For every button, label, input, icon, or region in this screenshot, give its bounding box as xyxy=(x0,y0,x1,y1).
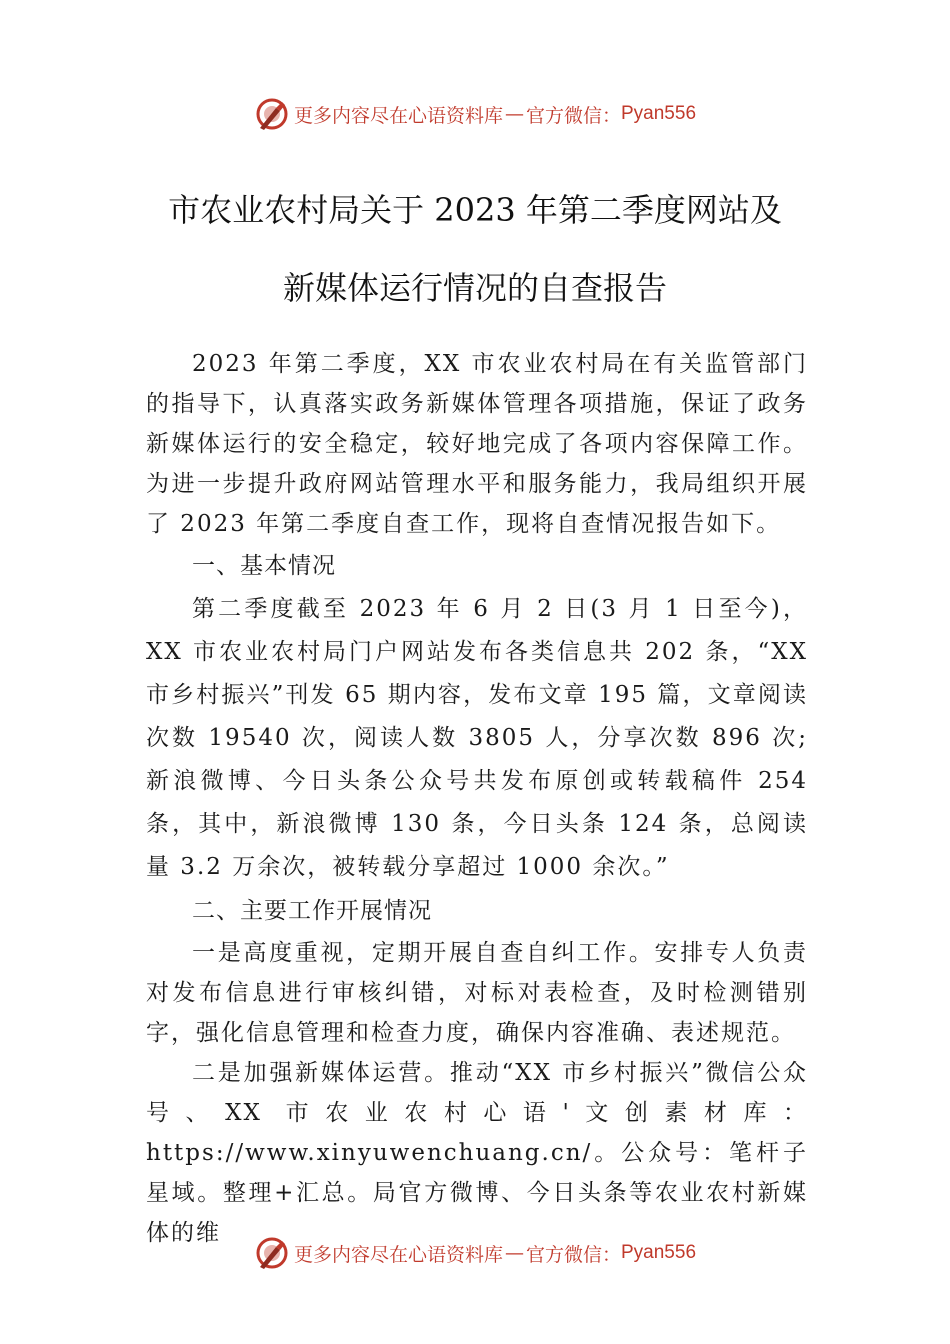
header-watermark xyxy=(0,94,950,134)
section1-paragraph: 第二季度截至 2023 年 6 月 2 日(3 月 1 日至今)，XX 市农业农村局门户网站发布各类信息共 202 条，“XX 市乡村振兴”刊发 65 期内容，发布文章 195 篇，文章阅读次数 19540 次，阅读人数 3805 人，分享次数 896 次;新浪微博、今日头条公众号共发布原创或转载稿件 254 条，其中，新浪微博 130 条，今日头条 124 条，总阅读量 3.2 万余次，被转载分享超过 1000 余次。” xyxy=(146,596,808,880)
pen-logo-icon xyxy=(254,1235,290,1271)
section2-paragraph-1: 一是高度重视，定期开展自查自纠工作。安排专人负责对发布信息进行审核纠错，对标对表检查，及时检测错别字，强化信息管理和检查力度，确保内容准确、表述规范。 xyxy=(146,940,808,1046)
pen-logo-icon xyxy=(254,96,290,132)
watermark-label: 官方微信： xyxy=(525,104,621,127)
watermark-label: 官方微信： xyxy=(525,1243,621,1266)
watermark-separator: — xyxy=(504,1242,524,1264)
section2-paragraph-2: 二是加强新媒体运营。推动“XX 市乡村振兴”微信公众号、XX 市农业农村心语'文创素材库：https://www.xinyuwenchuang.cn/。公众号：笔杆子星域。整理+汇总。局官方微博、今日头条等农业农村新媒体的维 xyxy=(146,1060,808,1246)
watermark-separator: — xyxy=(504,103,524,125)
section-heading-1: 一、基本情况 xyxy=(192,553,336,579)
watermark-account: Pyan556 xyxy=(621,1242,697,1263)
document-title xyxy=(0,186,950,342)
section-heading-2: 二、主要工作开展情况 xyxy=(192,898,432,924)
document-body xyxy=(146,344,808,1253)
title-line-1: 市农业农村局关于 2023 年第二季度网站及 xyxy=(168,191,782,229)
watermark-text: 更多内容尽在心语资料库 xyxy=(293,104,503,127)
intro-paragraph: 2023 年第二季度，XX 市农业农村局在有关监管部门的指导下，认真落实政务新媒体管理各项措施，保证了政务新媒体运行的安全稳定，较好地完成了各项内容保障工作。为进一步提升政府网站管理水平和服务能力，我局组织开展了 2023 年第二季度自查工作，现将自查情况报告如下。 xyxy=(146,351,808,537)
title-line-2: 新媒体运行情况的自查报告 xyxy=(282,269,667,307)
watermark-text: 更多内容尽在心语资料库 xyxy=(293,1243,503,1266)
footer-watermark xyxy=(0,1233,950,1273)
watermark-account: Pyan556 xyxy=(621,103,697,124)
